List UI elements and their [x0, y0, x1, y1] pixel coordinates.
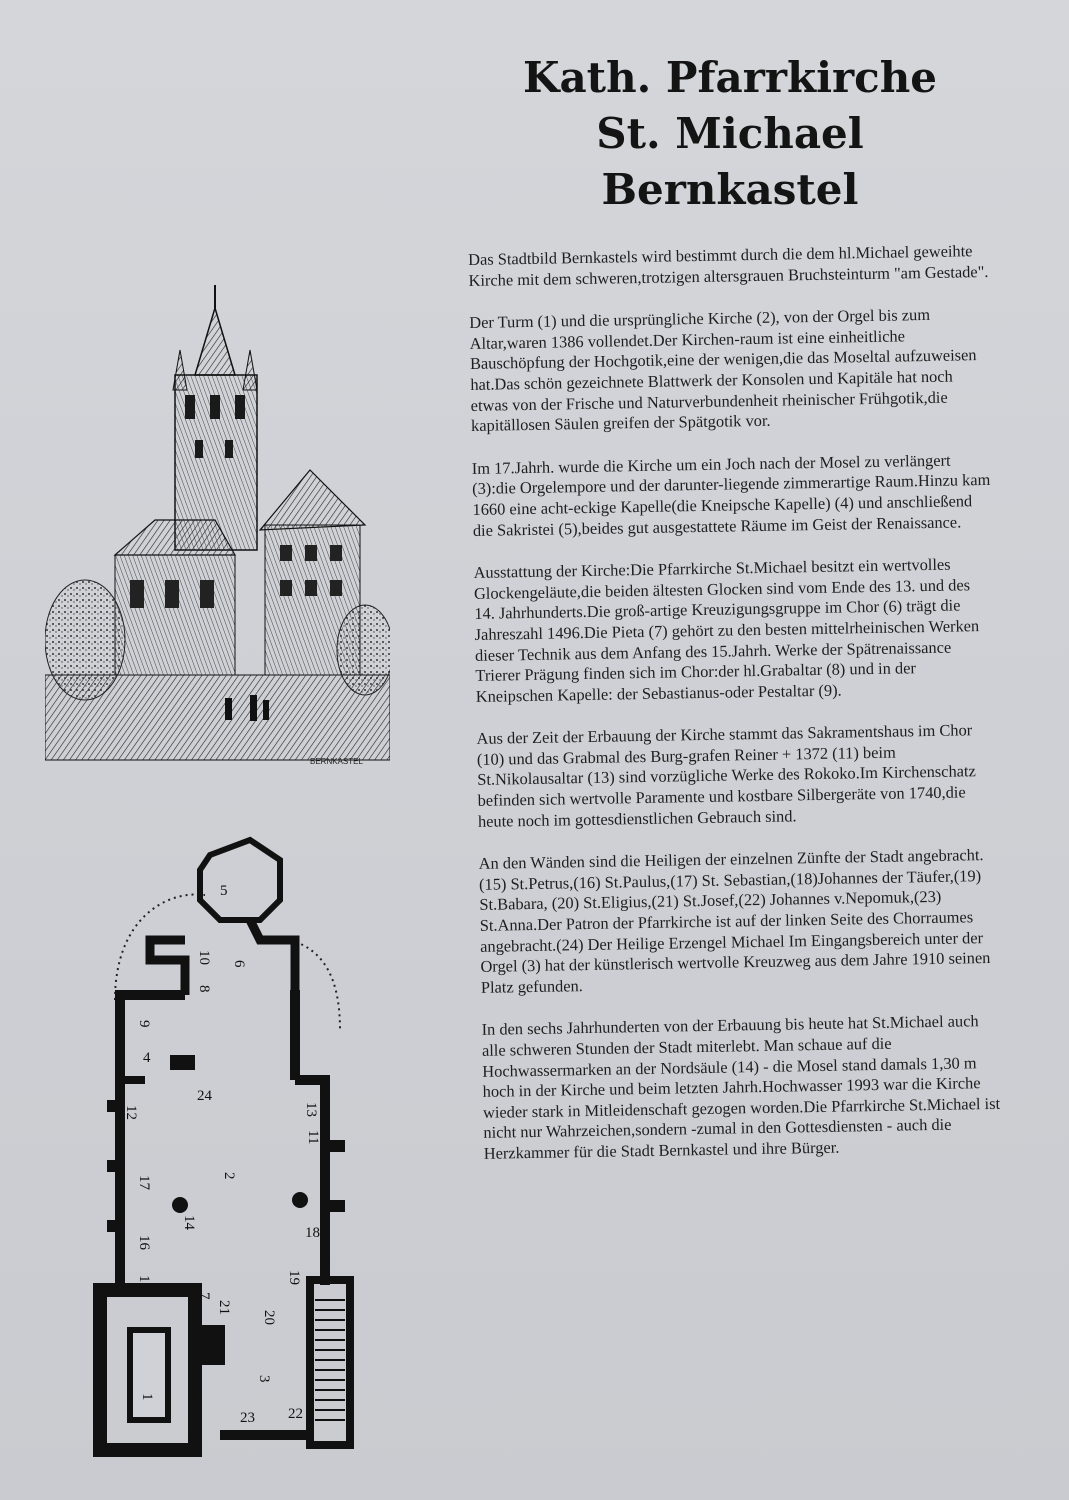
plan-label-3: 3 [256, 1375, 272, 1383]
plan-label-13: 13 [303, 1102, 319, 1117]
plan-label-21: 21 [216, 1300, 232, 1315]
paragraph-17th-century: Im 17.Jahrh. wurde die Kirche um ein Joch nach der Mosel zu verlängert (3):die Orgelempore und der darunter-liegende zimmerartige Raum.Hinzu kam 1660 eine acht-eckige Kapelle(die Kneipsche Kapelle) (4) und anschließend die Sakristei (5),beides gut ausgestattete Räume im Geist der Renaissance. [471, 450, 991, 540]
church-floor-plan [85, 830, 385, 1460]
paragraph-history: In den sechs Jahrhunderten von der Erbauung bis heute hat St.Michael auch alle schweren Stunden der Stadt miterlebt. Man schaue auf die Hochwassermarken an der Nordsäule (14) - die Mosel stand damals 1,30 m hoch in der Kirche und beim letzten Jahrh.Hochwasser 1993 war die Kirche wieder stark in Mitleidenschaft gezogen worden.Die Pfarrkirche St.Michael ist nicht nur Wahrzeichen,sondern -zumal in den Gottesdiensten - auch die Herzkammer für die Stadt Bernkastel und ihre Bürger. [481, 1011, 1001, 1163]
plan-label-10: 10 [196, 950, 212, 965]
plan-label-7: 7 [196, 1292, 212, 1300]
plan-label-9: 9 [136, 1020, 152, 1028]
plan-label-14: 14 [181, 1215, 197, 1230]
plan-label-1: 1 [139, 1393, 155, 1401]
plan-label-6: 6 [231, 960, 247, 968]
paragraph-rococo: Aus der Zeit der Erbauung der Kirche stammt das Sakramentshaus im Chor (10) und das Grabmal des Burg-grafen Reiner + 1372 (11) beim St.Nikolausaltar (13) sind vorzügliche Werke des Rokoko.Im Kirchenschatz befinden sich wertvolle Paramente und kostbare Silbergeräte von 1740,die heute noch im gottesdienstlichen Gebrauch sind. [476, 720, 976, 831]
plan-label-5: 5 [220, 883, 228, 899]
plan-label-15: 15 [136, 1275, 152, 1290]
body-text [468, 241, 1004, 1186]
paragraph-furnishings: Ausstattung der Kirche:Die Pfarrkirche St.Michael besitzt ein wertvolles Glockengeläute,die beiden ältesten Glocken sind vom Ende des 13. und des 14. Jahrhunderts.Die groß-artige Kreuzigungsgruppe im Chor (6) trägt die Jahreszahl 1496.Die Pieta (7) gehört zu den besten mittelrheinischen Werken dieser Technik aus dem Anfang des 15.Jahrh. Werke der Spätrenaissance Trierer Prägung finden sich im Chor:der hl.Grabaltar (8) und in der Kneipschen Kapelle: der Sebastianus-oder Pestaltar (9). [473, 554, 980, 706]
plan-label-22: 22 [288, 1406, 303, 1422]
plan-label-23: 23 [240, 1410, 255, 1426]
plan-label-11: 11 [305, 1130, 321, 1145]
page-title [470, 50, 990, 218]
paragraph-tower: Der Turm (1) und die ursprüngliche Kirche (2), von der Orgel bis zum Altar,waren 1386 vollendet.Der Kirchen-raum ist eine einheitliche Bauschöpfung der Hochgotik,eine der wenigen,die das Moseltal aufzuweisen hat.Das schön gezeichnete Blattwerk der Konsolen und Kapitäle hat noch etwas von der Frische und Naturverbundenheit rheinischer Frühgotik,die kapitällosen Säulen greifen der Spätgotik vor. [469, 305, 977, 436]
title-line-2: St. Michael Bernkastel [596, 109, 864, 214]
sketch-caption: BERNKASTEL [310, 757, 363, 766]
paragraph-saints: An den Wänden sind die Heiligen der einzelnen Zünfte der Stadt angebracht.(15) St.Petrus,(16) St.Paulus,(17) St. Sebastian,(18)Johannes der Täufer,(19) St.Babara, (20) St.Eligius,(21) St.Josef,(22) Johannes v.Nepomuk,(23) St.Anna.Der Patron der Pfarrkirche ist auf der linken Seite des Chorraumes angebracht.(24) Der Heilige Erzengel Michael Im Eingangsbereich unter der Orgel (3) hat der künstlerisch wertvolle Kreuzweg aus dem Jahre 1910 seinen Platz gefunden. [478, 845, 991, 997]
plan-label-24: 24 [197, 1088, 212, 1104]
plan-label-2: 2 [221, 1172, 237, 1180]
plan-label-8: 8 [196, 985, 212, 993]
plan-label-18: 18 [305, 1225, 320, 1241]
plan-label-20: 20 [261, 1310, 277, 1325]
plan-label-12: 12 [123, 1105, 139, 1120]
paragraph-intro: Das Stadtbild Bernkastels wird bestimmt durch die dem hl.Michael geweihte Kirche mit dem schweren,trotzigen altersgrauen Bruchsteinturm "am Gestade". [468, 241, 989, 290]
plan-label-16: 16 [136, 1235, 152, 1250]
plan-label-19: 19 [286, 1270, 302, 1285]
church-sketch-illustration [45, 280, 390, 775]
plan-label-17: 17 [136, 1175, 152, 1190]
plan-label-4: 4 [143, 1050, 151, 1066]
title-line-1: Kath. Pfarrkirche [522, 53, 938, 102]
